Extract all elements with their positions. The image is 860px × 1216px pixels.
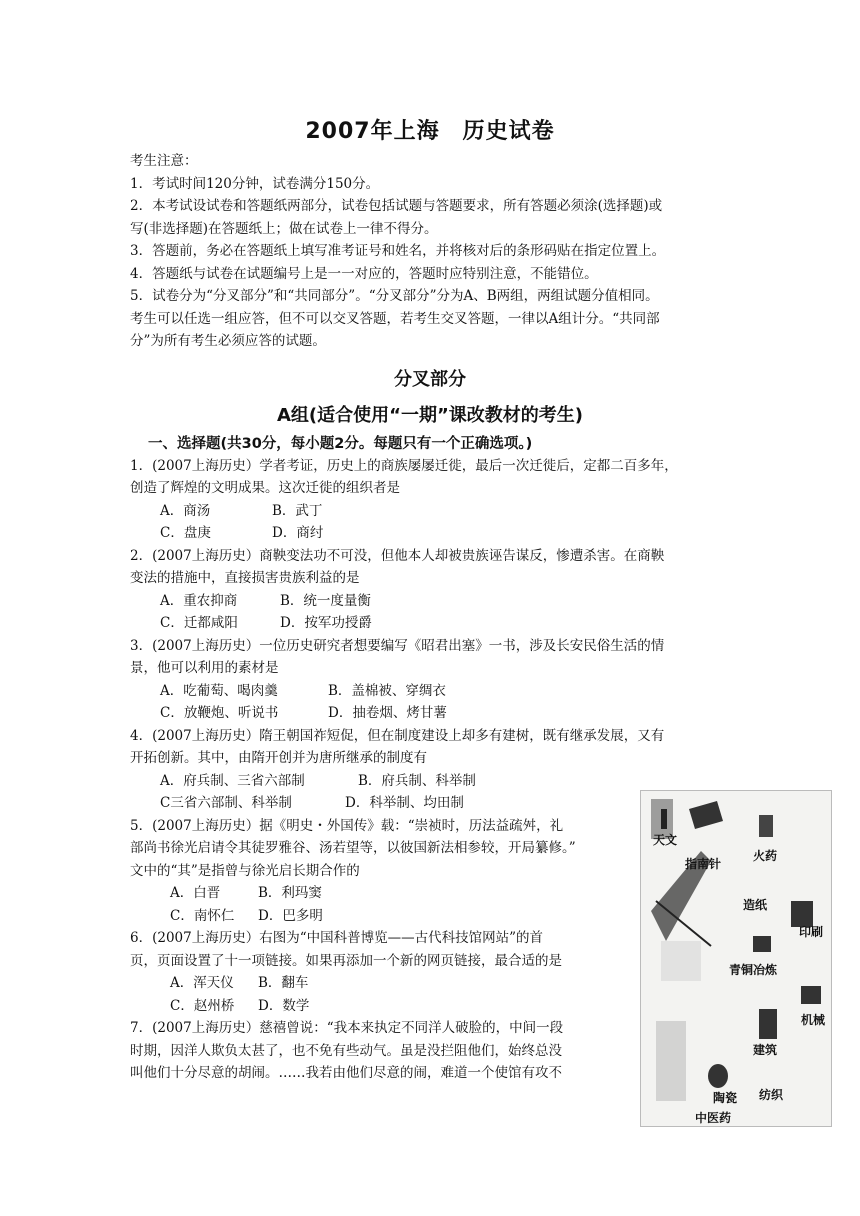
notice-item: 3．答题前，务必在答题纸上填写准考证号和姓名，并将核对后的条形码贴在指定位置上。 <box>130 243 666 259</box>
figure-label-machinery: 机械 <box>801 1013 826 1027</box>
question-7-text: 7．(2007上海历史）慈禧曾说：“我本来执定不同洋人破脸的，中间一段 <box>130 1020 564 1036</box>
page-title: 2007年上海 历史试卷 <box>305 119 555 144</box>
question-5-text: 5．(2007上海历史）据《明史・外国传》载：“崇祯时，历法益疏舛，礼 <box>130 817 564 834</box>
notice-item: 写(非选择题)在答题纸上；做在试卷上一律不得分。 <box>130 220 438 237</box>
question-3-options <box>130 702 730 725</box>
notice-item: 5．试卷分为“分叉部分”和“共同部分”。“分叉部分”分为A、B两组，两组试题分值相同。 <box>130 288 659 304</box>
option-c: C．盘庚 <box>160 525 211 541</box>
option-c: C．放鞭炮、听说书 <box>160 705 279 721</box>
option-c: C．赵州桥 <box>170 997 235 1014</box>
notice-item: 4．答题纸与试卷在试题编号上是一一对应的，答题时应特别注意，不能错位。 <box>130 265 598 282</box>
option-a: A．府兵制、三省六部制 <box>160 772 305 789</box>
notice-item: 分”为所有考生必须应答的试题。 <box>130 333 326 349</box>
option-b: B．武丁 <box>272 502 323 519</box>
figure-label-textile: 纺织 <box>759 1088 784 1102</box>
option-b: B．统一度量衡 <box>280 592 371 609</box>
option-c: C三省六部制、科举制 <box>160 795 292 811</box>
question-3-options <box>130 680 730 703</box>
section-heading: 分叉部分 <box>394 368 466 390</box>
group-heading: A组(适合使用“一期”课改教材的考生) <box>276 404 584 426</box>
question-4-text: 4．(2007上海历史）隋王朝国祚短促，但在制度建设上却多有建树，既有继承发展，又有 <box>130 727 665 744</box>
option-d: D．商纣 <box>272 525 324 541</box>
question-1-text: 创造了辉煌的文明成果。这次迁徙的组织者是 <box>130 480 400 496</box>
notice-item: 考生可以任选一组应答，但不可以交叉答题，若考生交叉答题，一律以A组计分。“共同部 <box>130 310 660 327</box>
question-3-text: 3．(2007上海历史）一位历史研究者想要编写《昭君出塞》一书，涉及长安民俗生活的情 <box>130 637 665 654</box>
question-2-options <box>130 590 730 613</box>
option-c: C．南怀仁 <box>170 907 235 924</box>
option-d: D．科举制、均田制 <box>345 795 464 811</box>
notice-item: 1．考试时间120分钟，试卷满分150分。 <box>130 175 380 192</box>
notice-item: 2．本考试设试卷和答题纸两部分，试卷包括试题与答题要求，所有答题必须涂(选择题)或 <box>130 198 663 214</box>
question-3-text: 景，他可以利用的素材是 <box>130 660 279 676</box>
option-a: A．商汤 <box>160 502 211 519</box>
option-b: B．翻车 <box>258 975 309 991</box>
notice-heading: 考生注意： <box>130 153 198 169</box>
option-b: B．盖棉被、穿绸衣 <box>328 682 446 699</box>
question-7-text: 叫他们十分尽意的胡闹。……我若由他们尽意的闹，难道一个使馆有攻不 <box>130 1065 562 1081</box>
question-4-text: 开拓创新。其中，由隋开创并为唐所继承的制度有 <box>130 750 427 766</box>
figure-label-compass: 指南针 <box>685 857 722 871</box>
figure-label-gunpowder: 火药 <box>753 849 778 863</box>
figure-label-ceramics: 陶瓷 <box>713 1091 738 1105</box>
option-d: D．数学 <box>258 997 310 1014</box>
figure-label-papermaking: 造纸 <box>743 898 768 912</box>
option-a: A．吃葡萄、喝肉羹 <box>160 682 278 699</box>
question-1-options <box>130 500 730 523</box>
option-c: C．迁都咸阳 <box>160 615 238 631</box>
science-museum-homepage-figure <box>640 790 832 1127</box>
question-5-text: 文中的“其”是指曾与徐光启长期合作的 <box>130 862 360 879</box>
question-1-text: 1．(2007上海历史）学者考证，历史上的商族屡屡迁徙，最后一次迁徙后，定都二百多年， <box>130 457 678 474</box>
option-d: D．按军功授爵 <box>280 615 372 631</box>
part-heading: 一、选择题(共30分，每小题2分。每题只有一个正确选项。) <box>148 435 533 452</box>
option-a: A．重农抑商 <box>160 592 238 609</box>
question-6-text: 页，页面设置了十一项链接。如果再添加一个新的网页链接，最合适的是 <box>130 952 562 969</box>
option-b: B．府兵制、科举制 <box>358 772 476 789</box>
figure-label-printing: 印刷 <box>799 925 824 939</box>
question-1-options <box>130 522 730 545</box>
figure-label-bronze: 青铜冶炼 <box>729 963 778 977</box>
option-d: D．巴多明 <box>258 907 323 924</box>
question-5-text: 部尚书徐光启请令其徒罗雅谷、汤若望等，以彼国新法相参较，开局纂修。” <box>130 840 576 856</box>
question-2-text: 2．(2007上海历史）商鞅变法功不可没，但他本人却被贵族诬告谋反，惨遭杀害。在商鞅 <box>130 547 665 564</box>
question-2-text: 变法的措施中，直接损害贵族利益的是 <box>130 570 360 586</box>
question-4-options <box>130 770 730 793</box>
question-7-text: 时期，因洋人欺负太甚了，也不免有些动气。虽是没拦阻他们，始终总没 <box>130 1042 562 1059</box>
option-b: B．利玛窦 <box>258 885 322 901</box>
question-6-text: 6．(2007上海历史）右图为“中国科普博览——古代科技馆网站”的首 <box>130 930 544 946</box>
question-2-options <box>130 612 730 635</box>
option-a: A．浑天仪 <box>170 975 234 991</box>
figure-label-architecture: 建筑 <box>753 1043 778 1057</box>
option-d: D．抽卷烟、烤甘薯 <box>328 705 447 721</box>
figure-label-medicine: 中医药 <box>695 1111 732 1125</box>
option-a: A．白晋 <box>170 885 221 901</box>
figure-label-astronomy: 天文 <box>653 833 678 847</box>
